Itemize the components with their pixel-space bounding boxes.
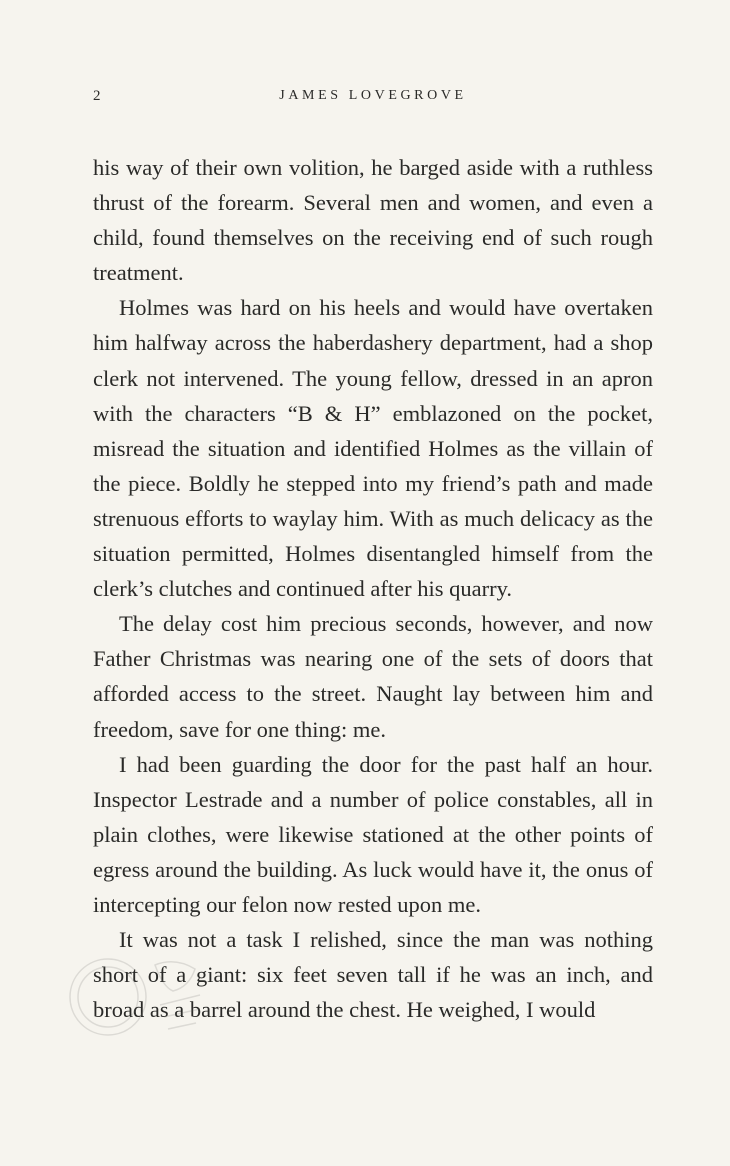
- paragraph: It was not a task I relished, since the man was nothing short of a giant: six feet seven tall if he was an inch, and broad as a barrel around the chest. He weighed, I would: [93, 927, 653, 1023]
- running-head-author: JAMES LOVEGROVE: [279, 88, 467, 103]
- paragraph: Holmes was hard on his heels and would have overtaken him halfway across the haberdashery department, had a shop clerk not intervened. The young fellow, dressed in an apron with the characters “B & H” emblazoned on the pocket, misread the situation and identified Holmes as the villain of the piece. Boldly he stepped into my friend’s path and made strenuous efforts to waylay him. With as much delicacy as the situation permitted, Holmes disentangled himself from the clerk’s clutches and continued after his quarry.: [93, 295, 653, 602]
- page-number: 2: [93, 88, 102, 104]
- paragraph: The delay cost him precious seconds, however, and now Father Christmas was nearing one of the sets of doors that afforded access to the street. Naught lay between him and freedom, save for one thing: me.: [93, 611, 653, 742]
- page-header: [93, 88, 653, 110]
- paragraph: I had been guarding the door for the past half an hour. Inspector Lestrade and a number of police constables, all in plain clothes, were likewise stationed at the other points of egress around the building. As luck would have it, the onus of intercepting our felon now rested upon me.: [93, 751, 653, 917]
- paragraph-continued: his way of their own volition, he barged aside with a ruthless thrust of the forearm. Several men and women, and even a child, found themselves on the receiving end of such rough treatment.: [93, 155, 653, 286]
- body-text: [93, 150, 653, 1027]
